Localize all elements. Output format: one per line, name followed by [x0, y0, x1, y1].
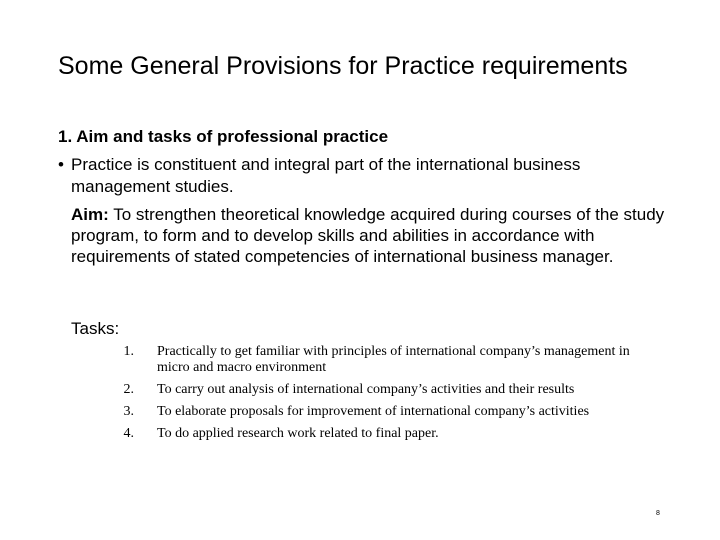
task-number: 4.	[123, 426, 134, 441]
bullet-text: Practice is constituent and integral part of the international business management studies.	[71, 155, 581, 196]
task-item-3	[100, 404, 660, 420]
section-heading: 1. Aim and tasks of professional practice	[58, 127, 389, 146]
task-number: 2.	[123, 382, 134, 397]
tasks-list	[100, 344, 660, 448]
tasks-label: Tasks:	[71, 319, 120, 338]
task-item-1	[100, 344, 660, 376]
task-number: 1.	[123, 344, 134, 359]
task-text: To do applied research work related to final paper.	[157, 426, 439, 441]
task-item-2	[100, 382, 660, 398]
task-number: 3.	[123, 404, 134, 419]
page-number: 8	[656, 510, 660, 517]
aim-label: Aim:	[71, 205, 109, 224]
slide-title: Some General Provisions for Practice requirements	[58, 52, 628, 80]
aim-text: To strengthen theoretical knowledge acquired during courses of the study program, to form and to develop skills and abilities in accordance with requirements of stated competencies of international business manager.	[71, 205, 665, 266]
task-item-4	[100, 426, 660, 442]
task-text: To elaborate proposals for improvement of international company’s activities	[157, 404, 590, 419]
bullet-dot-icon: •	[58, 155, 64, 174]
bullet-item	[58, 154, 668, 198]
task-text: Practically to get familiar with principles of international company’s management in micro and macro environment	[157, 344, 630, 375]
aim-paragraph	[71, 204, 681, 267]
task-text: To carry out analysis of international company’s activities and their results	[157, 382, 575, 397]
